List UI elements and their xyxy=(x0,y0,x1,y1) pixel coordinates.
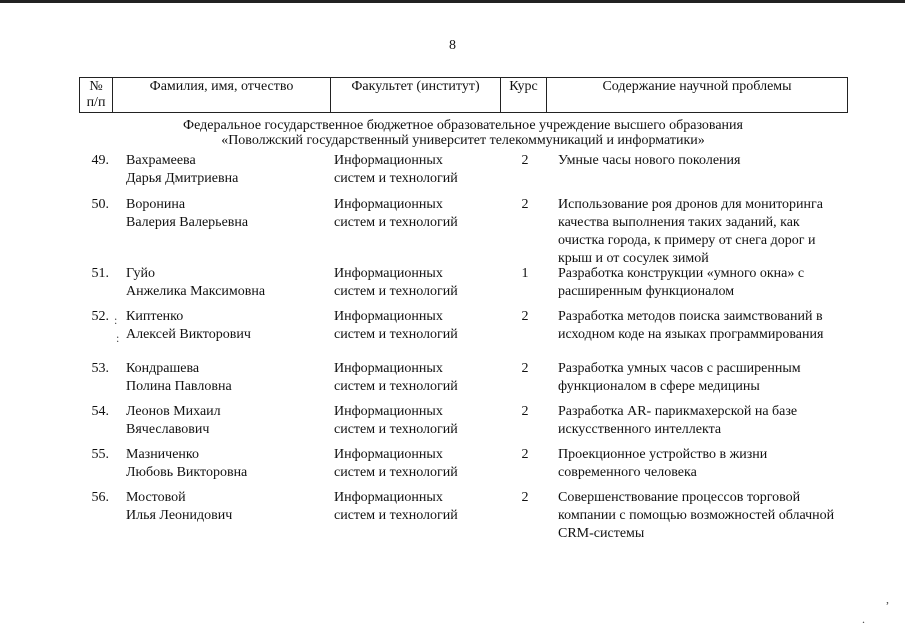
scan-mark: : xyxy=(114,313,118,327)
row-faculty: Информационных систем и технологий xyxy=(334,447,458,480)
row-course: 2 xyxy=(521,153,529,168)
header-topic: Содержание научной проблемы xyxy=(547,78,848,113)
row-number: 55. xyxy=(91,447,109,462)
top-rule xyxy=(0,0,905,3)
row-number: 51. xyxy=(91,266,109,281)
row-faculty: Информационных систем и технологий xyxy=(334,309,458,342)
row-topic: Разработка AR- парикмахерской на базе искусственного интеллекта xyxy=(558,404,798,437)
organization-title xyxy=(79,118,847,148)
header-name: Фамилия, имя, отчество xyxy=(113,78,331,113)
row-topic: Разработка умных часов с расширенным функционалом в сфере медицины xyxy=(558,361,801,394)
row-number: 53. xyxy=(91,361,109,376)
row-topic: Проекционное устройство в жизни современного человека xyxy=(558,447,768,480)
row-faculty: Информационных систем и технологий xyxy=(334,404,458,437)
row-topic: Разработка методов поиска заимствований в исходном коде на языках программирования xyxy=(558,309,824,342)
row-course: 2 xyxy=(521,361,529,376)
row-number: 56. xyxy=(91,490,109,505)
header-num: № п/п xyxy=(80,78,113,113)
row-course: 2 xyxy=(521,309,529,324)
row-course: 2 xyxy=(521,197,529,212)
row-name: Кондрашева Полина Павловна xyxy=(126,361,232,394)
scan-mark: , xyxy=(886,592,889,606)
row-course: 2 xyxy=(521,447,529,462)
organization-line-1: Федеральное государственное бюджетное образовательное учреждение высшего образования xyxy=(183,118,743,133)
row-faculty: Информационных систем и технологий xyxy=(334,153,458,186)
row-name: Киптенко Алексей Викторович xyxy=(126,309,251,342)
row-topic: Разработка конструкции «умного окна» с расширенным функционалом xyxy=(558,266,805,299)
page-number: 8 xyxy=(449,38,456,53)
row-topic: Совершенствование процессов торговой компании с помощью возможностей облачной CRM-системы xyxy=(558,490,835,541)
row-faculty: Информационных систем и технологий xyxy=(334,266,458,299)
row-name: Леонов Михаил Вячеславович xyxy=(126,404,221,437)
row-topic: Умные часы нового поколения xyxy=(558,153,741,168)
row-faculty: Информационных систем и технологий xyxy=(334,490,458,523)
scan-mark: : xyxy=(116,331,120,345)
row-number: 50. xyxy=(91,197,109,212)
row-name: Вахрамеева Дарья Дмитриевна xyxy=(126,153,239,186)
table-header xyxy=(79,77,848,113)
row-name: Воронина Валерия Валерьевна xyxy=(126,197,249,230)
row-course: 1 xyxy=(521,266,529,281)
row-number: 49. xyxy=(91,153,109,168)
row-course: 2 xyxy=(521,490,529,505)
row-name: Мазниченко Любовь Викторовна xyxy=(126,447,248,480)
row-topic: Использование роя дронов для мониторинга качества выполнения таких заданий, как очистка города, к примеру от снега дорог и крыш и от сосулек зимой xyxy=(558,197,823,266)
header-course: Курс xyxy=(501,78,547,113)
row-faculty: Информационных систем и технологий xyxy=(334,361,458,394)
scan-mark: . xyxy=(862,612,865,626)
row-faculty: Информационных систем и технологий xyxy=(334,197,458,230)
row-name: Гуйо Анжелика Максимовна xyxy=(126,266,266,299)
header-faculty: Факультет (институт) xyxy=(331,78,501,113)
row-number: 54. xyxy=(91,404,109,419)
row-course: 2 xyxy=(521,404,529,419)
row-name: Мостовой Илья Леонидович xyxy=(126,490,233,523)
organization-line-2: «Поволжский государственный университет телекоммуникаций и информатики» xyxy=(221,133,705,148)
row-number: 52. xyxy=(91,309,109,324)
